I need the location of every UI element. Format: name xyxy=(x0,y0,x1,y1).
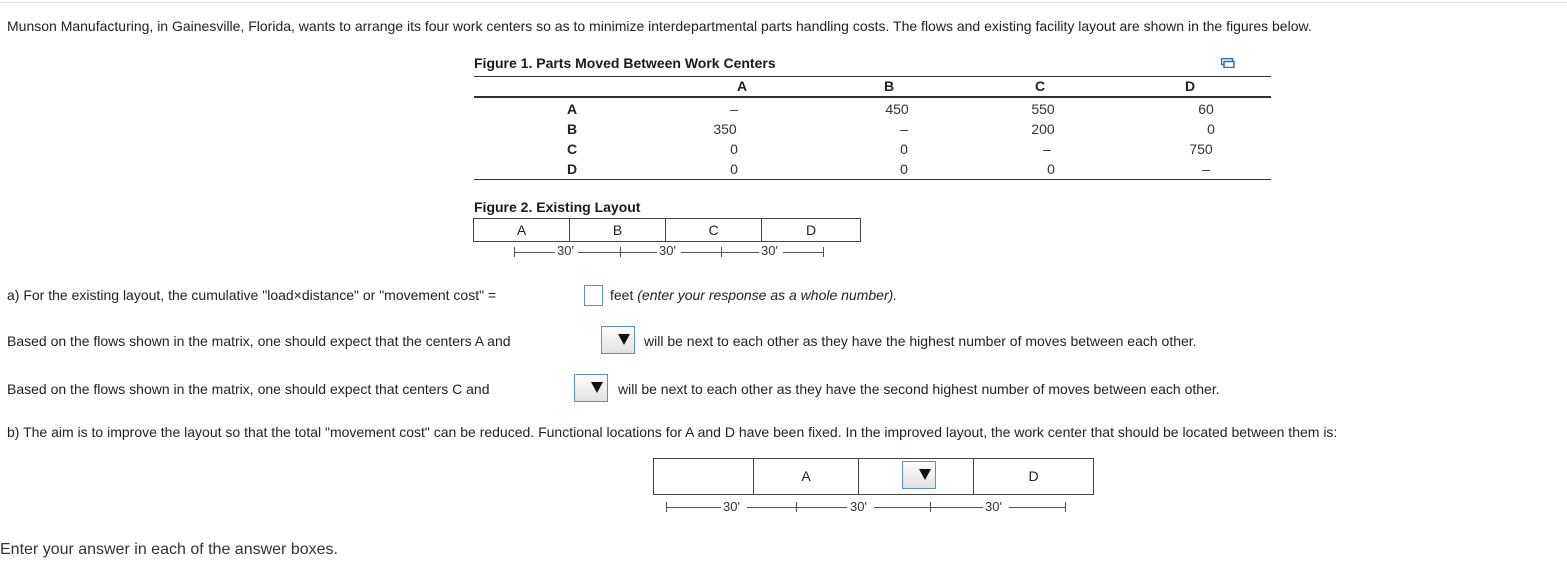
flow-cell: – xyxy=(1043,141,1051,157)
col-header-a: A xyxy=(736,78,748,94)
flow-cell: 0 xyxy=(900,141,908,157)
flow-cell: 200 xyxy=(1031,121,1055,137)
flow-cell: 450 xyxy=(885,101,909,117)
question-a3-suffix: will be next to each other as they have the second highest number of moves between each other. xyxy=(618,381,1220,397)
question-a-text xyxy=(7,287,496,303)
dim-line xyxy=(621,252,657,253)
flow-cell: 0 xyxy=(730,161,738,177)
dim-line xyxy=(515,252,555,253)
layout-cell-b: B xyxy=(570,219,666,241)
copy-icon[interactable] xyxy=(1221,58,1235,68)
dim-line xyxy=(783,252,823,253)
row-header-c: C xyxy=(567,141,578,157)
flow-cell: 0 xyxy=(900,161,908,177)
dim-tick xyxy=(1065,502,1066,512)
center-c-partner-dropdown[interactable] xyxy=(574,374,608,402)
top-divider xyxy=(0,2,1567,3)
flow-cell: 60 xyxy=(1198,101,1214,117)
flow-cell: 0 xyxy=(1047,161,1055,177)
dim-label: 30' xyxy=(659,243,676,258)
dim-label: 30' xyxy=(557,243,574,258)
dim-line xyxy=(797,507,847,508)
question-a2-prefix: Based on the flows shown in the matrix, one should expect that the centers A and xyxy=(7,333,511,349)
times-symbol: × xyxy=(293,287,302,303)
improved-cell-3 xyxy=(859,459,974,494)
dim-line xyxy=(578,252,620,253)
unit-label: feet xyxy=(610,287,634,303)
layout-cell-a: A xyxy=(474,219,570,241)
dim-line xyxy=(747,507,796,508)
dim-label: 30' xyxy=(761,243,778,258)
dim-label: 30' xyxy=(723,499,740,514)
center-a-partner-dropdown[interactable] xyxy=(601,326,635,354)
improved-layout xyxy=(653,458,1094,495)
flow-cell: 0 xyxy=(730,141,738,157)
row-header-a: A xyxy=(567,101,578,117)
dim-line xyxy=(667,507,721,508)
question-a-prefix2: distance" or "movement cost" = xyxy=(301,287,497,303)
layout-cell-d: D xyxy=(805,222,817,238)
question-a-unit-text xyxy=(610,287,897,303)
chevron-down-icon xyxy=(618,334,630,345)
col-header-d: D xyxy=(1184,78,1196,94)
dim-line xyxy=(722,252,759,253)
question-a2-suffix: will be next to each other as they have the highest number of moves between each other. xyxy=(644,333,1197,349)
question-a3-prefix: Based on the flows shown in the matrix, one should expect that centers C and xyxy=(7,381,490,397)
input-hint: (enter your response as a whole number). xyxy=(637,287,898,303)
dim-label: 30' xyxy=(985,499,1002,514)
flow-cell: – xyxy=(730,101,738,117)
dim-label: 30' xyxy=(850,499,867,514)
col-header-b: B xyxy=(883,78,895,94)
chevron-down-icon xyxy=(919,469,931,480)
intro-text: Munson Manufacturing, in Gainesville, Florida, wants to arrange its four work centers so as to minimize interdepartmental parts handling costs. The flows and existing facility layout are shown in the figures below. xyxy=(7,18,1312,34)
chevron-down-icon xyxy=(591,382,603,393)
row-header-b: B xyxy=(567,121,578,137)
existing-layout xyxy=(473,218,861,242)
dim-line xyxy=(1009,507,1065,508)
question-b-text: b) The aim is to improve the layout so that the total "movement cost" can be reduced. Functional locations for A and D have been fixed. In the improved layout, the work center that should be located between them is: xyxy=(7,424,1338,440)
improved-cell-1 xyxy=(654,459,754,494)
dim-line xyxy=(874,507,930,508)
footer-instructions: Enter your answer in each of the answer boxes. xyxy=(0,541,338,558)
figure1-top-rule xyxy=(474,76,1271,77)
dim-line xyxy=(681,252,721,253)
improved-cell-d: D xyxy=(1028,468,1039,484)
flow-cell: 550 xyxy=(1031,101,1055,117)
layout-cell-c: C xyxy=(666,219,762,241)
flow-cell: – xyxy=(1202,161,1210,177)
dim-tick xyxy=(823,247,824,257)
figure1-bottom-rule xyxy=(474,179,1271,180)
col-header-c: C xyxy=(1034,78,1046,94)
flow-cell: – xyxy=(900,121,908,137)
flow-cell: 350 xyxy=(713,121,737,137)
flow-cell: 0 xyxy=(1207,121,1215,137)
flow-cell: 750 xyxy=(1189,141,1213,157)
figure1-title: Figure 1. Parts Moved Between Work Centers xyxy=(474,55,776,71)
figure2-title: Figure 2. Existing Layout xyxy=(474,199,641,215)
dim-line xyxy=(931,507,983,508)
figure1-header-rule xyxy=(474,96,1271,98)
improved-cell-a: A xyxy=(754,459,859,494)
movement-cost-input[interactable] xyxy=(584,285,603,306)
question-a-prefix: a) For the existing layout, the cumulative "load xyxy=(7,287,294,303)
row-header-d: D xyxy=(567,161,578,177)
between-center-dropdown[interactable] xyxy=(902,461,936,489)
